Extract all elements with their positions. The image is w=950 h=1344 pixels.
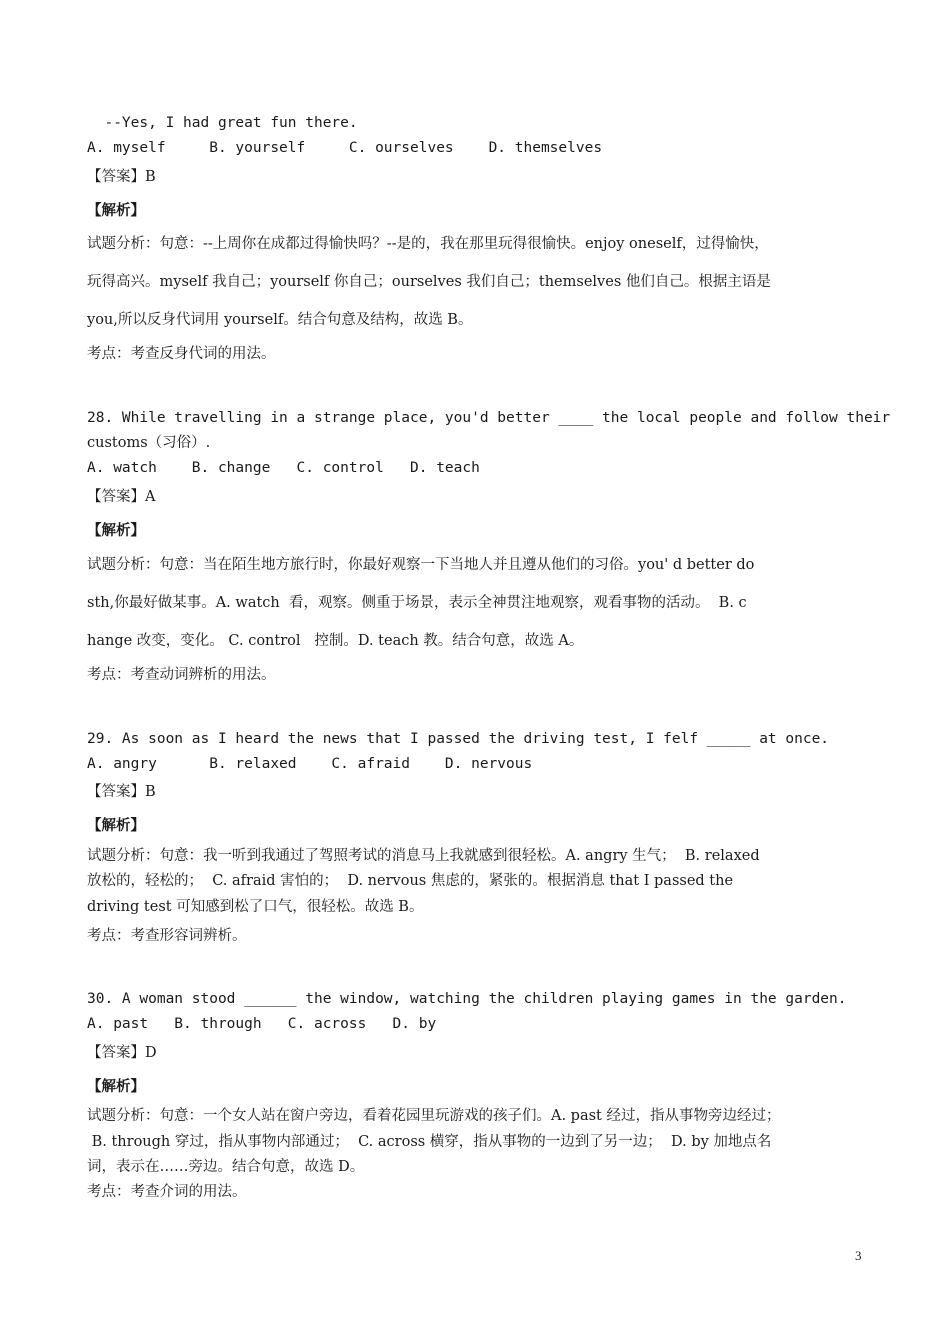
- q29-options: A. angry B. relaxed C. afraid D. nervous: [87, 756, 533, 772]
- q27-answer: 【答案】B: [87, 169, 156, 185]
- q29-point: 考点：考查形容词辨析。: [87, 928, 247, 944]
- q30-analysis-label: 【解析】: [87, 1078, 145, 1095]
- q29-answer: 【答案】B: [87, 784, 156, 800]
- q30-point: 考点：考查介词的用法。: [87, 1184, 247, 1200]
- q28-analysis-label: 【解析】: [87, 522, 145, 539]
- q30-analysis-line-3: 词，表示在……旁边。结合句意，故选 D。: [87, 1159, 365, 1175]
- q29-analysis-line-1: 试题分析：句意：我一听到我通过了驾照考试的消息马上我就感到很轻松。A. angry 生气； B. relaxed: [87, 848, 760, 864]
- q29-analysis-line-2: 放松的，轻松的； C. afraid 害怕的； D. nervous 焦虑的，紧张的。根据消息 that I passed the: [87, 873, 734, 889]
- q30-question: 30. A woman stood ______ the window, watching the children playing games in the garden.: [87, 991, 847, 1007]
- page-number: 3: [855, 1248, 862, 1263]
- q29-question: 29. As soon as I heard the news that I passed the driving test, I felf _____ at once.: [87, 731, 830, 747]
- q29-analysis-label: 【解析】: [87, 817, 145, 834]
- q30-analysis-line-1: 试题分析：句意：一个女人站在窗户旁边，看着花园里玩游戏的孩子们。A. past 经过，指从事物旁边经过；: [87, 1108, 781, 1124]
- q28-question-line-2: customs（习俗）.: [87, 435, 211, 451]
- q27-point: 考点：考查反身代词的用法。: [87, 346, 276, 362]
- q30-answer: 【答案】D: [87, 1045, 157, 1061]
- q27-analysis-line-3: you,所以反身代词用 yourself。结合句意及结构，故选 B。: [87, 312, 473, 328]
- q27-analysis-line-2: 玩得高兴。myself 我自己；yourself 你自己；ourselves 我们自己；themselves 他们自己。根据主语是: [87, 274, 771, 290]
- q30-options: A. past B. through C. across D. by: [87, 1016, 437, 1032]
- q28-point: 考点：考查动词辨析的用法。: [87, 667, 276, 683]
- q28-answer: 【答案】A: [87, 489, 156, 505]
- q27-reply: --Yes, I had great fun there.: [87, 115, 358, 131]
- q28-question-line-1: 28. While travelling in a strange place, you'd better ____ the local people and follow their: [87, 410, 891, 426]
- q27-analysis-line-1: 试题分析：句意：--上周你在成都过得愉快吗？--是的，我在那里玩得很愉快。enjoy oneself，过得愉快，: [87, 236, 769, 252]
- q28-analysis-line-3: hange 改变，变化。 C. control 控制。D. teach 教。结合句意，故选 A。: [87, 633, 584, 649]
- q29-analysis-line-3: driving test 可知感到松了口气，很轻松。故选 B。: [87, 899, 424, 915]
- q28-analysis-line-1: 试题分析：句意：当在陌生地方旅行时，你最好观察一下当地人并且遵从他们的习俗。you' d better do: [87, 557, 755, 573]
- q28-analysis-line-2: sth,你最好做某事。A. watch 看，观察。侧重于场景，表示全神贯注地观察，观看事物的活动。 B. c: [87, 595, 747, 611]
- q27-analysis-label: 【解析】: [87, 202, 145, 219]
- q28-options: A. watch B. change C. control D. teach: [87, 460, 480, 476]
- q27-options: A. myself B. yourself C. ourselves D. themselves: [87, 140, 603, 156]
- q30-analysis-line-2: B. through 穿过，指从事物内部通过； C. across 横穿，指从事物的一边到了另一边； D. by 加地点名: [87, 1134, 772, 1150]
